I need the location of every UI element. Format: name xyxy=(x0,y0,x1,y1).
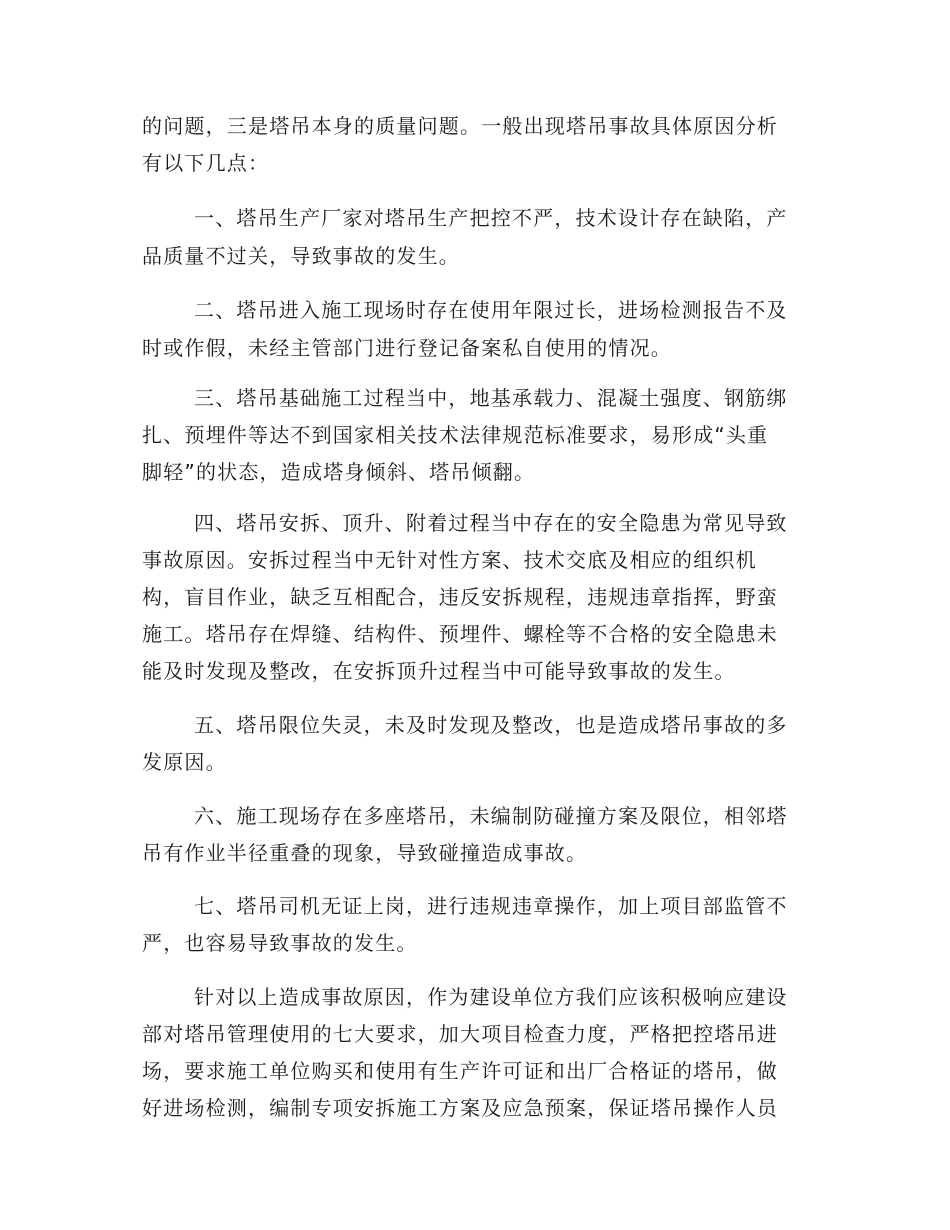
text-line: 脚轻”的状态，造成塔身倾斜、塔吊倾翻。 xyxy=(142,460,536,484)
text-line: 二、塔吊进入施工现场时存在使用年限过长，进场检测报告不及 xyxy=(194,298,788,322)
text-line: 时或作假，未经主管部门进行登记备案私自使用的情况。 xyxy=(142,336,672,360)
text-line: 品质量不过关，导致事故的发生。 xyxy=(142,244,460,268)
text-line: 四、塔吊安拆、顶升、附着过程当中存在的安全隐患为常见导致 xyxy=(194,511,788,535)
text-line: 严，也容易导致事故的发生。 xyxy=(142,931,418,955)
text-line: 一、塔吊生产厂家对塔吊生产把控不严，技术设计存在缺陷，产 xyxy=(194,206,788,230)
text-line: 发原因。 xyxy=(142,750,227,774)
text-line: 构，盲目作业，缺乏互相配合，违反安拆规程，违规违章指挥，野蛮 xyxy=(142,585,778,609)
text-line: 能及时发现及整改，在安拆顶升过程当中可能导致事故的发生。 xyxy=(142,659,736,683)
text-line: 吊有作业半径重叠的现象，导致碰撞造成事故。 xyxy=(142,841,588,865)
text-line: 的问题，三是塔吊本身的质量问题。一般出现塔吊事故具体原因分析 xyxy=(142,114,778,138)
text-line: 三、塔吊基础施工过程当中，地基承载力、混凝土强度、钢筋绑 xyxy=(194,386,788,410)
text-line: 好进场检测，编制专项安拆施工方案及应急预案，保证塔吊操作人员 xyxy=(142,1096,778,1120)
text-line: 六、施工现场存在多座塔吊，未编制防碰撞方案及限位，相邻塔 xyxy=(194,804,788,828)
text-line: 五、塔吊限位失灵，未及时发现及整改，也是造成塔吊事故的多 xyxy=(194,713,788,737)
text-line: 针对以上造成事故原因，作为建设单位方我们应该积极响应建设 xyxy=(194,985,788,1009)
text-line: 施工。塔吊存在焊缝、结构件、预埋件、螺栓等不合格的安全隐患未 xyxy=(142,622,778,646)
text-line: 扎、预埋件等达不到国家相关技术法律规范标准要求，易形成“头重 xyxy=(142,423,769,447)
text-line: 事故原因。安拆过程当中无针对性方案、技术交底及相应的组织机 xyxy=(142,548,757,572)
text-line: 部对塔吊管理使用的七大要求，加大项目检查力度，严格把控塔吊进 xyxy=(142,1022,778,1046)
text-line: 七、塔吊司机无证上岗，进行违规违章操作，加上项目部监管不 xyxy=(194,894,788,918)
text-line: 有以下几点： xyxy=(142,151,270,175)
text-line: 场，要求施工单位购买和使用有生产许可证和出厂合格证的塔吊，做 xyxy=(142,1059,778,1083)
